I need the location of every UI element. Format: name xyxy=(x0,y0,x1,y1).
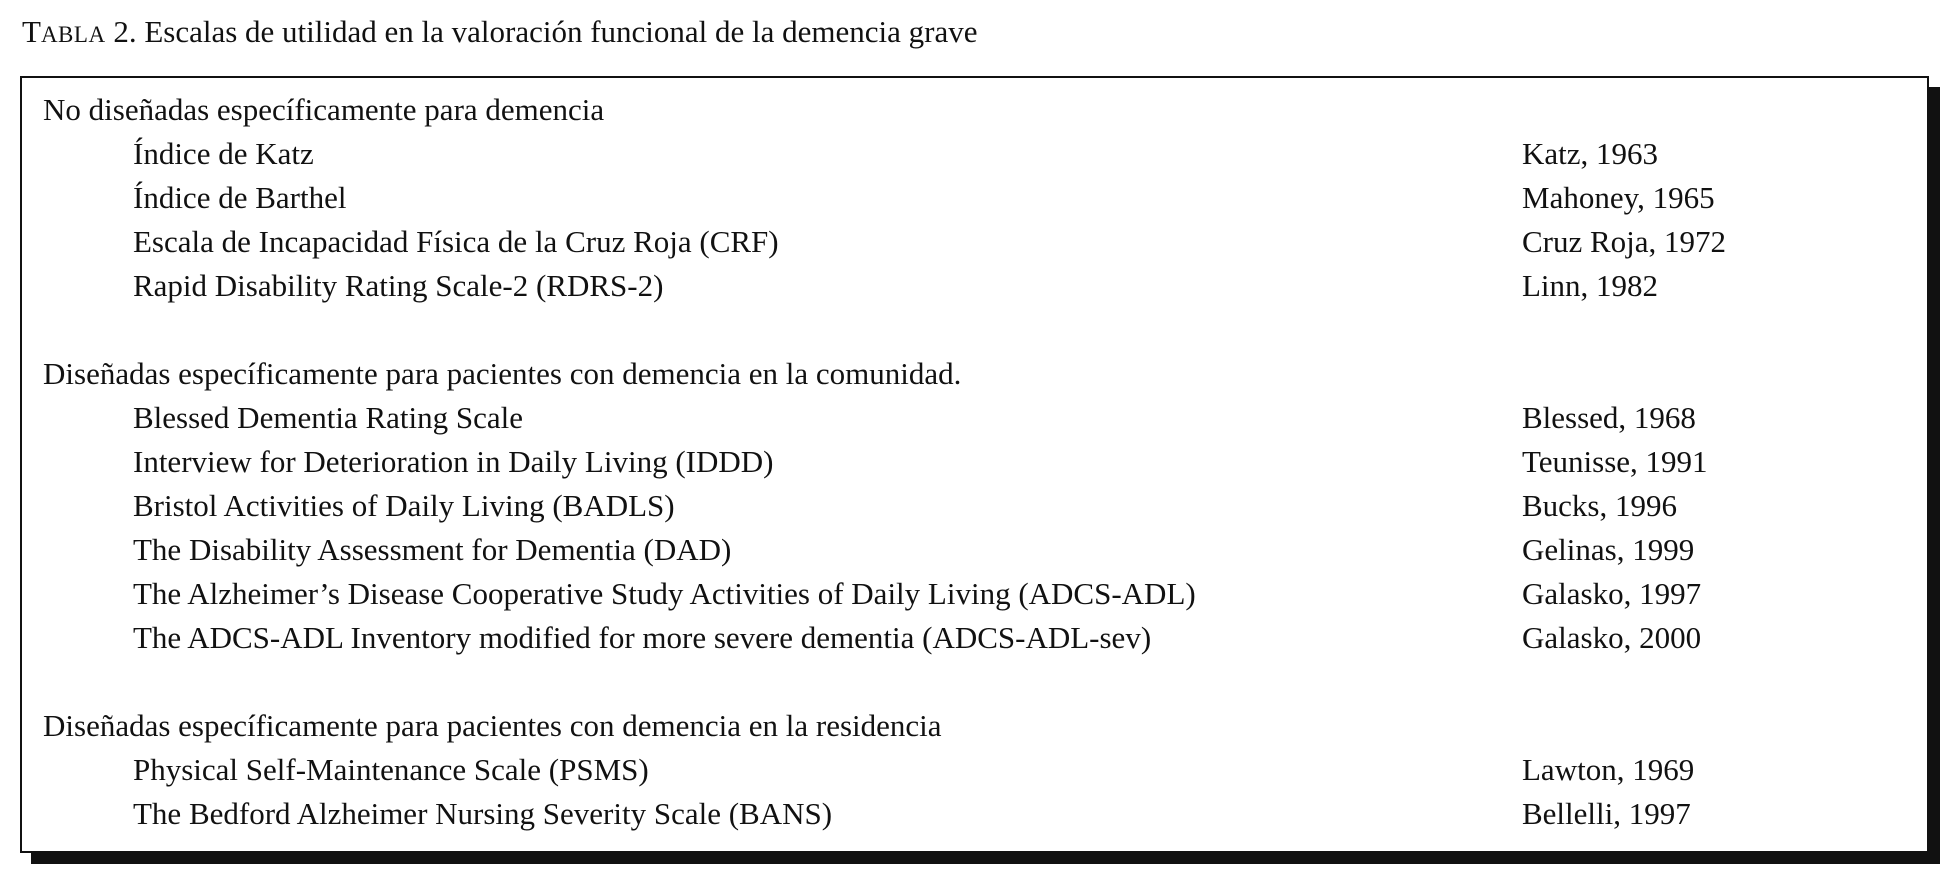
table-row xyxy=(22,616,1927,660)
scale-name: Rapid Disability Rating Scale-2 (RDRS-2) xyxy=(133,268,664,303)
section-not-designed-for-dementia xyxy=(22,88,1927,308)
scales-table xyxy=(20,76,1929,853)
table-row xyxy=(22,792,1927,836)
scale-author: Cruz Roja, 1972 xyxy=(1522,224,1727,259)
table-row xyxy=(22,132,1927,176)
section-heading-row xyxy=(22,704,1927,748)
scale-name: Índice de Katz xyxy=(133,136,314,171)
table-row xyxy=(22,176,1927,220)
scale-author: Katz, 1963 xyxy=(1522,136,1659,171)
table-row xyxy=(22,484,1927,528)
scale-author: Gelinas, 1999 xyxy=(1522,532,1695,567)
scale-name: Índice de Barthel xyxy=(133,180,347,215)
section-heading: Diseñadas específicamente para pacientes con demencia en la comunidad. xyxy=(43,356,962,391)
scale-name: The Bedford Alzheimer Nursing Severity Scale (BANS) xyxy=(133,796,833,831)
scale-author: Bellelli, 1997 xyxy=(1522,796,1691,831)
scale-author: Blessed, 1968 xyxy=(1522,400,1696,435)
table-caption xyxy=(22,12,978,55)
scale-author: Lawton, 1969 xyxy=(1522,752,1695,787)
scale-author: Linn, 1982 xyxy=(1522,268,1659,303)
section-heading-row xyxy=(22,352,1927,396)
caption-label-smallcaps: ABLA xyxy=(40,22,106,47)
table-row xyxy=(22,528,1927,572)
scale-name: The Disability Assessment for Dementia (DAD) xyxy=(133,532,732,567)
section-heading: Diseñadas específicamente para pacientes con demencia en la residencia xyxy=(43,708,942,743)
section-heading: No diseñadas específicamente para demencia xyxy=(43,92,605,127)
scale-author: Mahoney, 1965 xyxy=(1522,180,1715,215)
section-dementia-residence xyxy=(22,704,1927,836)
scale-name: Interview for Deterioration in Daily Living (IDDD) xyxy=(133,444,774,479)
table-row xyxy=(22,396,1927,440)
table-row xyxy=(22,264,1927,308)
section-dementia-community xyxy=(22,352,1927,660)
scale-name: Escala de Incapacidad Física de la Cruz Roja (CRF) xyxy=(133,224,779,259)
scale-name: The ADCS-ADL Inventory modified for more severe dementia (ADCS-ADL-sev) xyxy=(133,620,1152,655)
scale-name: Physical Self-Maintenance Scale (PSMS) xyxy=(133,752,649,787)
table-row xyxy=(22,220,1927,264)
scale-name: Blessed Dementia Rating Scale xyxy=(133,400,523,435)
caption-text: Escalas de utilidad en la valoración funcional de la demencia grave xyxy=(136,14,978,49)
section-heading-row xyxy=(22,88,1927,132)
scale-author: Galasko, 1997 xyxy=(1522,576,1702,611)
scale-author: Teunisse, 1991 xyxy=(1522,444,1708,479)
scale-author: Galasko, 2000 xyxy=(1522,620,1702,655)
table-row xyxy=(22,572,1927,616)
scale-name: Bristol Activities of Daily Living (BADLS) xyxy=(133,488,675,523)
scale-name: The Alzheimer’s Disease Cooperative Study Activities of Daily Living (ADCS-ADL) xyxy=(133,576,1196,611)
caption-label-initial: T xyxy=(22,14,41,49)
scale-author: Bucks, 1996 xyxy=(1522,488,1677,523)
table-row xyxy=(22,440,1927,484)
table-row xyxy=(22,748,1927,792)
caption-number: 2. xyxy=(105,14,137,49)
